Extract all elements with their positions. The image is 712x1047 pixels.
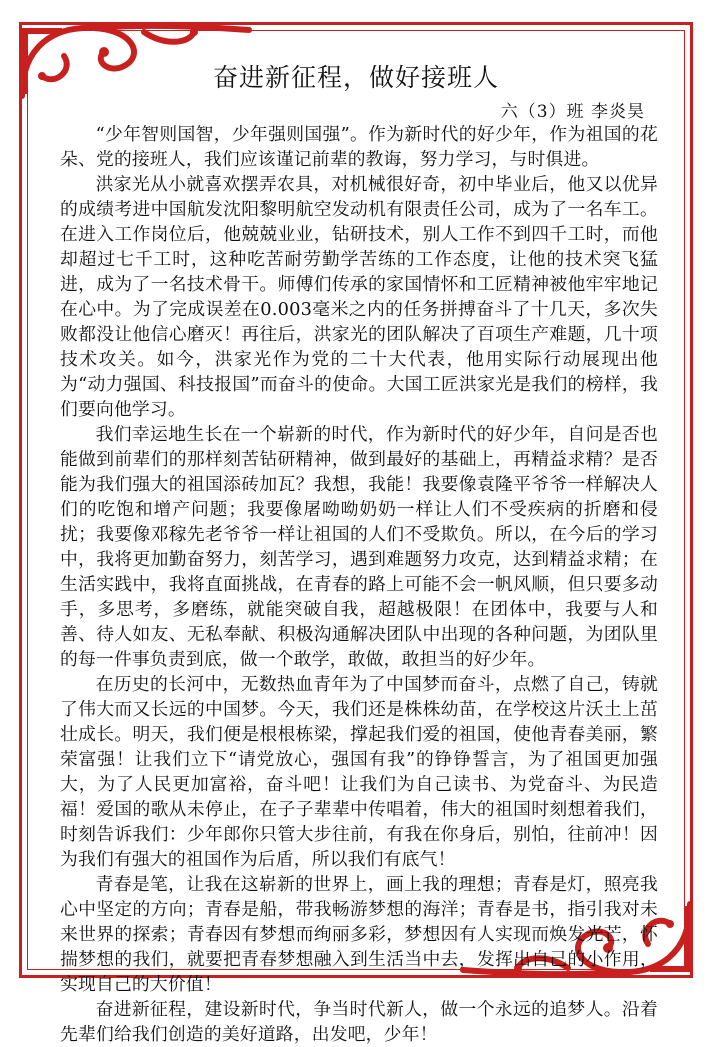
essay-body	[60, 122, 658, 1047]
page-title: 奋进新征程，做好接班人	[212, 63, 499, 92]
paragraph: 青春是笔，让我在这崭新的世界上，画上我的理想；青春是灯，照亮我心中坚定的方向；青春是船，带我畅游梦想的海洋；青春是书，指引我对未来世界的探索；青春因有梦想而绚丽多彩，梦想因有人实现而焕发光芒，怀揣梦想的我们，就要把青春梦想融入到生活当中去，发挥出自己的小作用，实现自己的大价值！	[60, 874, 658, 995]
paragraph: “少年智则国智，少年强则国强”。作为新时代的好少年，作为祖国的花朵、党的接班人，我们应该谨记前辈的教诲，努力学习，与时俱进。	[60, 124, 658, 170]
paragraph: 在历史的长河中，无数热血青年为了中国梦而奋斗，点燃了自己，铸就了伟大而又长远的中国梦。今天，我们还是株株幼苗，在学校这片沃土上茁壮成长。明天，我们便是根根栋梁，撑起我们爱的祖国，使他青春美丽，繁荣富强！让我们立下“请党放心，强国有我”的铮铮誓言，为了祖国更加强大，为了人民更加富裕，奋斗吧！让我们为自己读书、为党奋斗、为民造福！爱国的歌从未停止，在子子辈辈中传唱着，伟大的祖国时刻想着我们，时刻告诉我们：少年郎你只管大步往前，有我在你身后，别怕，往前冲！因为我们有强大的祖国作为后盾，所以我们有底气！	[60, 674, 658, 870]
paragraph: 我们幸运地生长在一个崭新的时代，作为新时代的好少年，自问是否也能做到前辈们的那样刻苦钻研精神，做到最好的基础上，再精益求精？是否能为我们强大的祖国添砖加瓦？我想，我能！我要像袁隆平爷爷一样解决人们的吃饱和增产问题；我要像屠呦呦奶奶一样让人们不受疾病的折磨和侵扰；我要像邓稼先老爷爷一样让祖国的人们不受欺负。所以，在今后的学习中，我将更加勤奋努力，刻苦学习，遇到难题努力攻克，达到精益求精；在生活实践中，我将直面挑战，在青春的路上可能不会一帆风顺，但只要多动手，多思考，多磨练，就能突破自我，超越极限！在团体中，我要与人和善、待人如友、无私奉献、积极沟通解决团队中出现的各种问题，为团队里的每一件事负责到底，做一个敢学，敢做，敢担当的好少年。	[60, 424, 658, 670]
paragraph: 奋进新征程，建设新时代，争当时代新人，做一个永远的追梦人。沿着先辈们给我们创造的美好道路，出发吧，少年！	[60, 999, 658, 1045]
author-line: 六（3）班 李炎昊	[500, 102, 645, 122]
paragraph: 洪家光从小就喜欢摆弄农具，对机械很好奇，初中毕业后，他又以优异的成绩考进中国航发沈阳黎明航空发动机有限责任公司，成为了一名车工。在进入工作岗位后，他兢兢业业，钻研技术，别人工作不到四千工时，而他却超过七千工时，这种吃苦耐劳勤学苦练的工作态度，让他的技术突飞猛进，成为了一名技术骨干。师傅们传承的家国情怀和工匠精神被他牢牢地记在心中。为了完成误差在0.003毫米之内的任务拼搏奋斗了十几天，多次失败都没让他信心磨灭！再往后，洪家光的团队解决了百项生产难题，几十项技术攻关。如今，洪家光作为党的二十大代表，他用实际行动展现出他为“动力强国、科技报国”而奋斗的使命。大国工匠洪家光是我们的榜样，我们要向他学习。	[60, 174, 658, 420]
